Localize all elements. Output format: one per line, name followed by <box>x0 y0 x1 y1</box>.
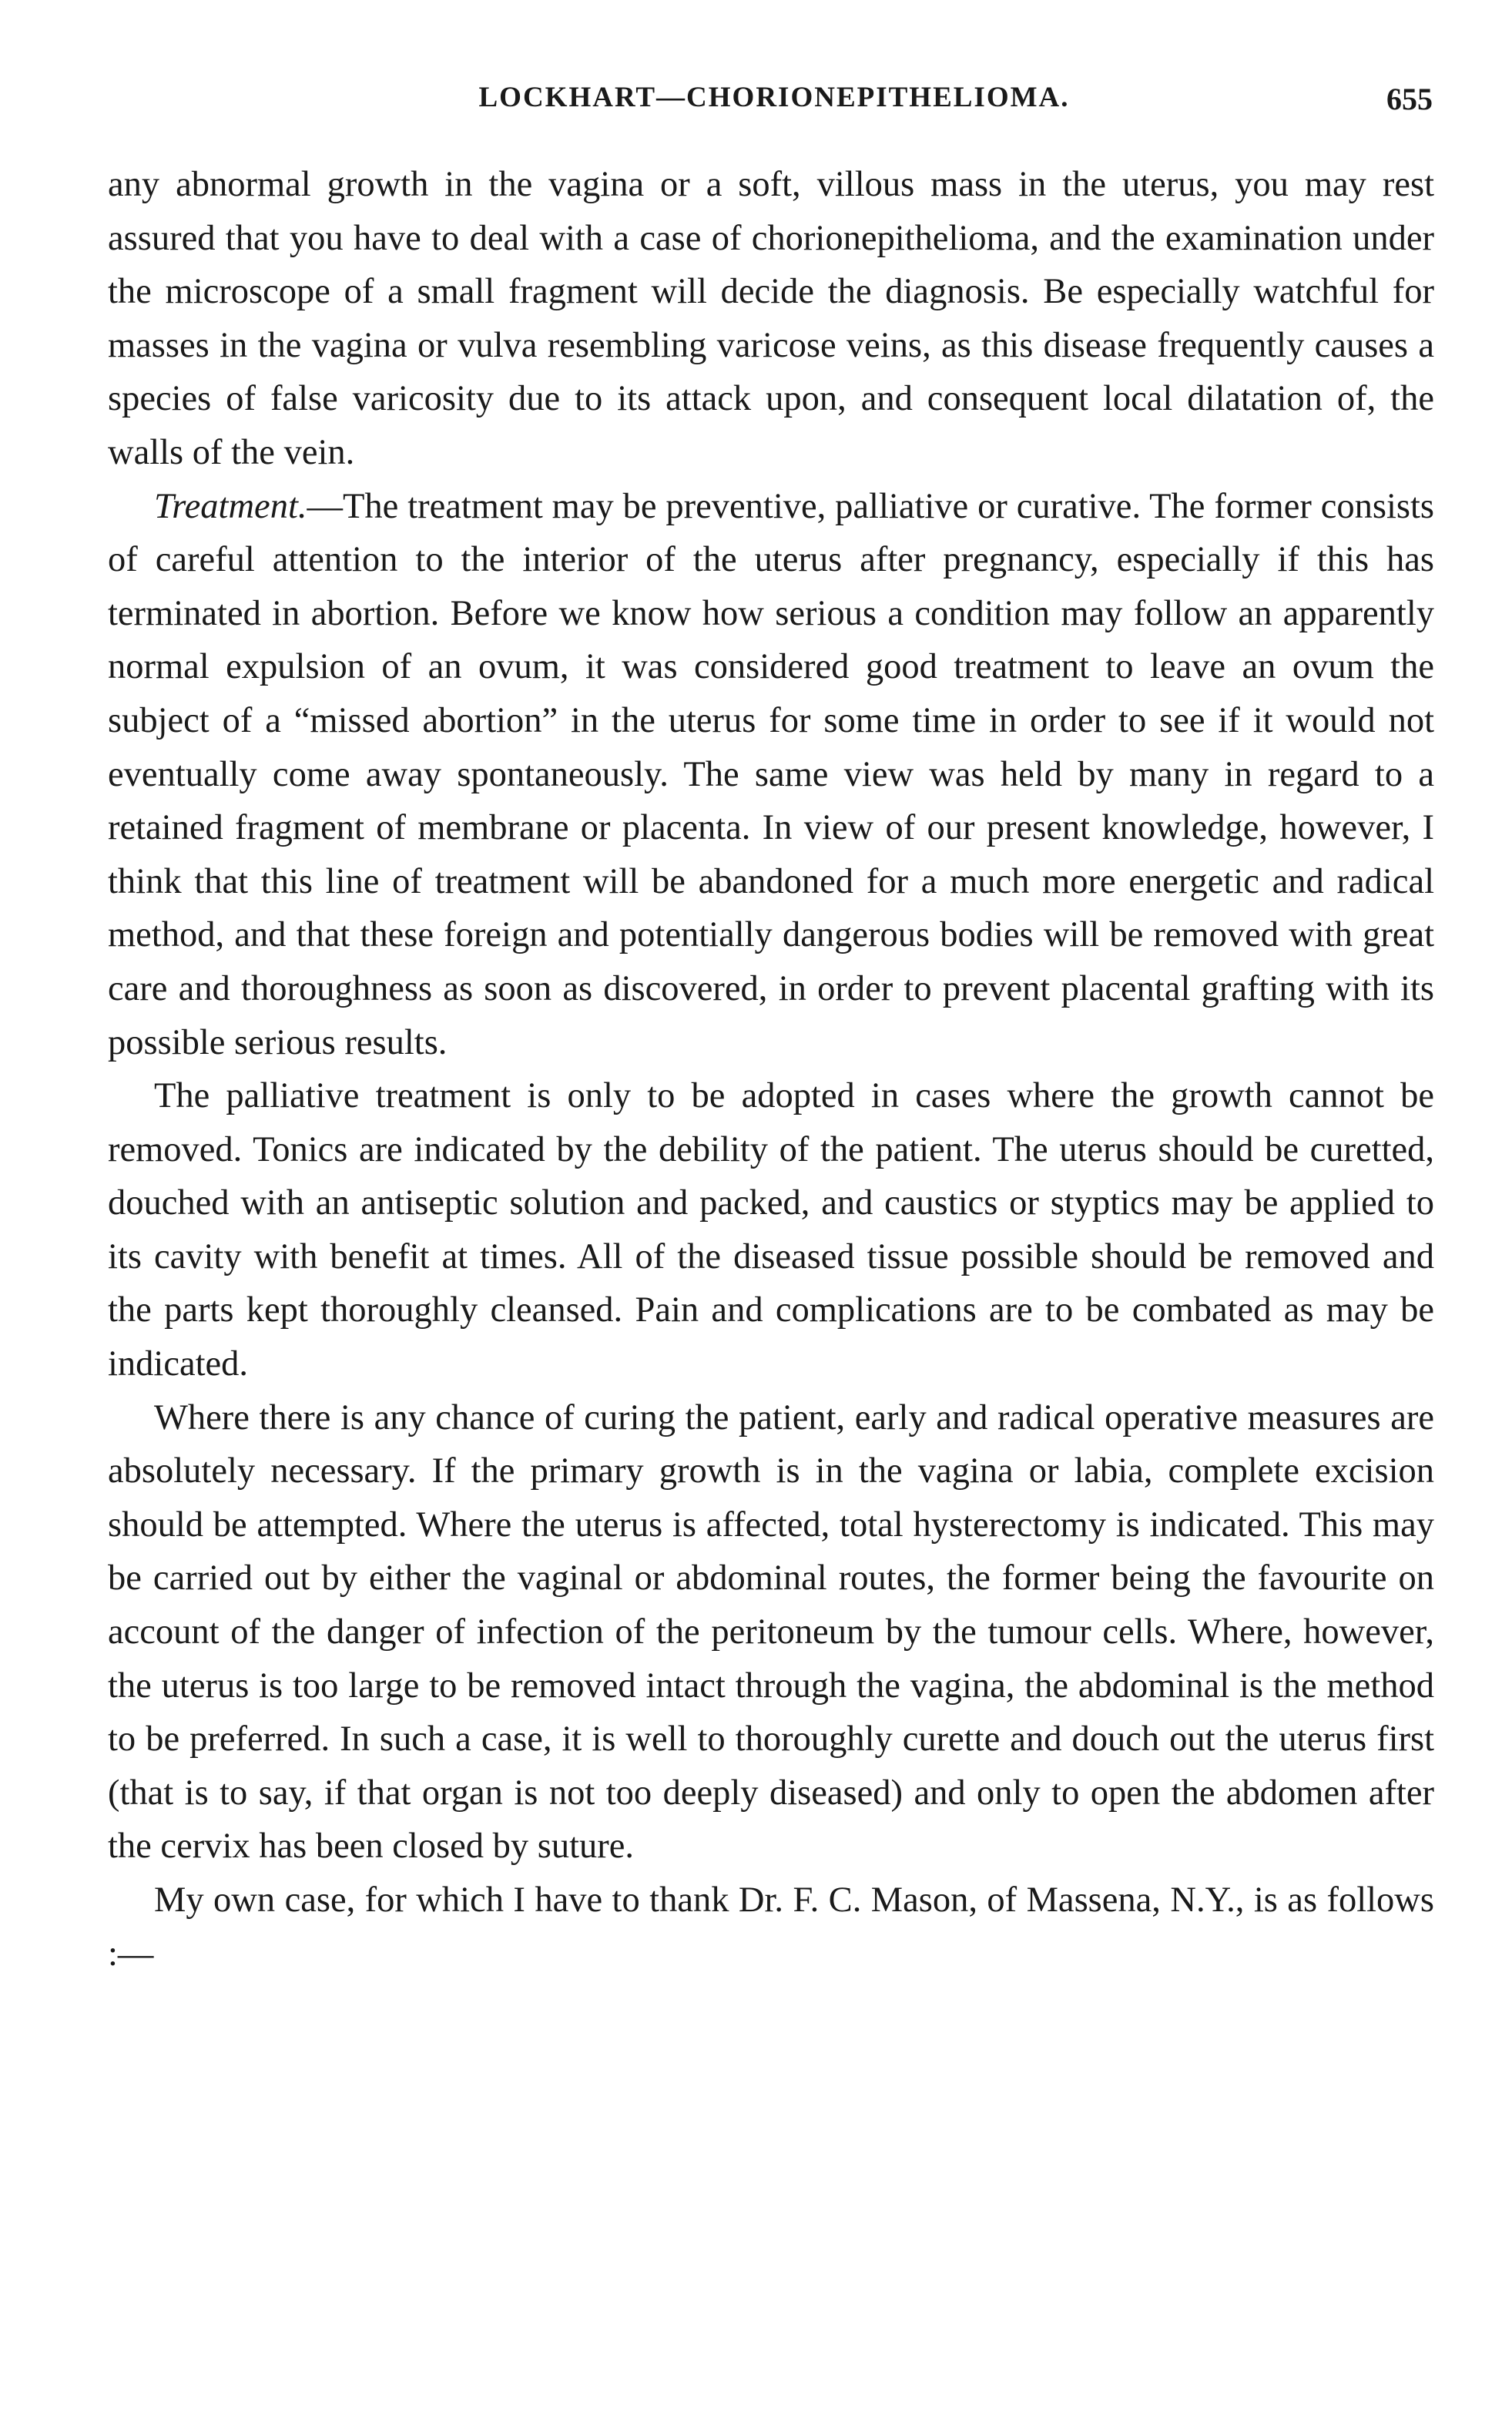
page-number: 655 <box>1386 82 1433 116</box>
paragraph-curative: Where there is any chance of curing the patient, early and radical operative measures are absolutely necessary. If the primary growth is in the vagina or labia, complete excision should be attempted. Where the uterus is affected, total hysterectomy is indicated. This may be carried out by either the vaginal or abdominal routes, the former being the favourite on account of the danger of infection of the peritoneum by the tumour cells. Where, however, the uterus is too large to be removed intact through the vagina, the abdominal is the method to be preferred. In such a case, it is well to thoroughly curette and douch out the uterus first (that is to say, if that organ is not too deeply diseased) and only to open the abdomen after the cervix has been closed by suture. <box>108 1397 1434 1867</box>
paragraph-treatment <box>108 480 1434 1070</box>
paragraph-own-case: My own case, for which I have to thank Dr. F. C. Mason, of Massena, N.Y., is as follows :— <box>108 1880 1434 1974</box>
paragraph-palliative: The palliative treatment is only to be adopted in cases where the growth cannot be removed. Tonics are indicated by the debility of the patient. The uterus should be curetted, douched with an antiseptic solution and packed, and caustics or styptics may be applied to its cavity with benefit at times. All of the diseased tissue possible should be removed and the parts kept thoroughly cleansed. Pain and complications are to be combated as may be indicated. <box>108 1076 1434 1384</box>
body-text <box>108 158 1434 1981</box>
treatment-text: —The treatment may be preventive, palliative or curative. The former consists of careful attention to the interior of the uterus after pregnancy, especially if this has terminated in abortion. Before we know how serious a condition may follow an apparently normal expulsion of an ovum, it was considered good treatment to leave an ovum the subject of a “missed abortion” in the uterus for some time in order to see if it would not eventually come away spontaneously. The same view was held by many in regard to a retained fragment of membrane or placenta. In view of our present knowledge, however, I think that this line of treatment will be abandoned for a much more energetic and radical method, and that these foreign and potentially dangerous bodies will be removed with great care and thoroughness as soon as discovered, in order to prevent placental grafting with its possible serious results. <box>108 486 1434 1062</box>
running-title: LOCKHART—CHORIONEPITHELIOMA. <box>478 82 1070 113</box>
treatment-heading: Treatment. <box>154 486 307 526</box>
paragraph-diagnosis-continued: any abnormal growth in the vagina or a soft, villous mass in the uterus, you may rest assured that you have to deal with a case of chorionepithelioma, and the examination under the microscope of a small fragment will decide the diagnosis. Be especially watchful for masses in the vagina or vulva resembling varicose veins, as this disease frequently causes a species of false varicosity due to its attack upon, and consequent local dilatation of, the walls of the vein. <box>108 165 1434 472</box>
running-head <box>116 81 1433 127</box>
